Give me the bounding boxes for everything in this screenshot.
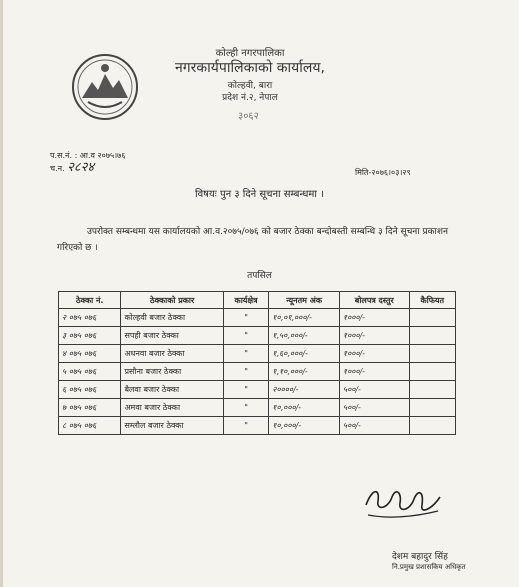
cell-area: " (223, 309, 268, 327)
office-district: कोल्हवी, बारा (227, 81, 273, 91)
cell-contract-type: बैलवा बजार ठेक्का (121, 381, 223, 399)
cell-min-amount: १०,०१,०००/- (269, 309, 340, 327)
cell-bid-fee: ५००/- (339, 381, 409, 399)
table-row (59, 327, 456, 345)
cell-contract-type: सम्लौल बजार ठेक्का (121, 417, 223, 435)
office-province: प्रदेश नं.२, नेपाल (222, 93, 278, 103)
col-header-remarks: कैफियत (409, 292, 455, 309)
col-header-area: कार्यक्षेत्र (223, 292, 268, 309)
col-header-contract-no: ठेक्का नं. (59, 292, 121, 309)
letter-date: मिति-२०७६।०३।२९ (355, 168, 411, 177)
cell-bid-fee: १०००/- (339, 363, 409, 381)
cell-remarks (409, 327, 455, 345)
cell-area: " (223, 345, 268, 363)
cell-min-amount: १,१०,०००/- (269, 363, 340, 381)
cell-remarks (409, 345, 455, 363)
tender-table (58, 291, 456, 435)
cell-contract-no: ८ ०७५ ०७६ (59, 417, 121, 435)
cell-contract-no: ४ ०७५ ०७६ (59, 345, 121, 363)
table-header-row (59, 292, 456, 309)
cell-bid-fee: १०००/- (339, 309, 409, 327)
government-emblem-icon (70, 52, 140, 122)
office-full-name: नगरकार्यपालिकाको कार्यालय, (175, 60, 325, 76)
col-header-contract-type: ठेक्काको प्रकार (121, 292, 223, 309)
cell-area: " (223, 399, 268, 417)
cell-contract-no: ७ ०७५ ०७६ (59, 399, 121, 417)
cell-contract-no: ३ ०७५ ०७६ (59, 327, 121, 345)
table-row (59, 417, 456, 435)
cell-remarks (409, 399, 455, 417)
cell-min-amount: १,६०,०००/- (269, 345, 340, 363)
table-row (59, 309, 456, 327)
cell-bid-fee: ५००/- (339, 399, 409, 417)
cell-bid-fee: ५००/- (339, 417, 409, 435)
col-header-min-amount: न्यूनतम अंक (269, 292, 340, 309)
signature-mark (358, 475, 448, 525)
cell-remarks (409, 417, 455, 435)
cell-area: " (223, 381, 268, 399)
table-row (59, 345, 456, 363)
cell-contract-type: अमवा बजार ठेक्का (121, 399, 223, 417)
chalani-number: २८२४ (67, 160, 95, 175)
office-name: कोल्ही नगरपालिका (215, 48, 285, 59)
table-row (59, 381, 456, 399)
page-fold-shadow (0, 0, 3, 587)
chalani-line (50, 162, 126, 175)
cell-contract-no: २ ०७५ ०७६ (59, 309, 121, 327)
chalani-label: च.न. (50, 164, 65, 173)
signatory-name: देशम बहादुर सिंह (392, 552, 448, 562)
cell-contract-type: कोल्हवी बजार ठेक्का (121, 309, 223, 327)
cell-bid-fee: १०००/- (339, 345, 409, 363)
reference-block (50, 150, 126, 175)
letter-subject: विषयः पुन ३ दिने सूचना सम्बन्धमा । (195, 189, 324, 200)
cell-contract-type: अधनवा बजार ठेक्का (121, 345, 223, 363)
cell-bid-fee: १०००/- (339, 327, 409, 345)
stamp-number: ३०६२ (238, 111, 259, 122)
cell-area: " (223, 417, 268, 435)
cell-contract-type: सपही बजार ठेक्का (121, 327, 223, 345)
letter-body: उपरोक्त सम्बन्धमा यस कार्यालयको आ.व.२०७५/०७६ को बजार ठेक्का बन्दोबस्ती सम्बन्धि ३ दिने सूचना प्रकाशन गरिएको छ । (57, 227, 448, 253)
cell-min-amount: २००००/- (269, 381, 340, 399)
cell-min-amount: १०,०००/- (269, 399, 340, 417)
signatory-designation: नि.प्रमुख प्रशासकिय अधिकृत (392, 563, 466, 571)
cell-area: " (223, 363, 268, 381)
cell-remarks (409, 309, 455, 327)
table-row (59, 363, 456, 381)
cell-remarks (409, 381, 455, 399)
cell-area: " (223, 327, 268, 345)
patra-sankhya: प.स.नं. : आ.व २०७५।७६ (50, 151, 126, 160)
cell-contract-type: प्रसौना बजार ठेक्का (121, 363, 223, 381)
table-row (59, 399, 456, 417)
col-header-bid-fee: बोलपत्र दस्तुर (339, 292, 409, 309)
cell-contract-no: ६ ०७५ ०७६ (59, 381, 121, 399)
cell-contract-no: ५ ०७५ ०७६ (59, 363, 121, 381)
cell-min-amount: १,५०,०००/- (269, 327, 340, 345)
details-heading: तपसिल (247, 271, 272, 281)
cell-remarks (409, 363, 455, 381)
cell-min-amount: १०,०००/- (269, 417, 340, 435)
